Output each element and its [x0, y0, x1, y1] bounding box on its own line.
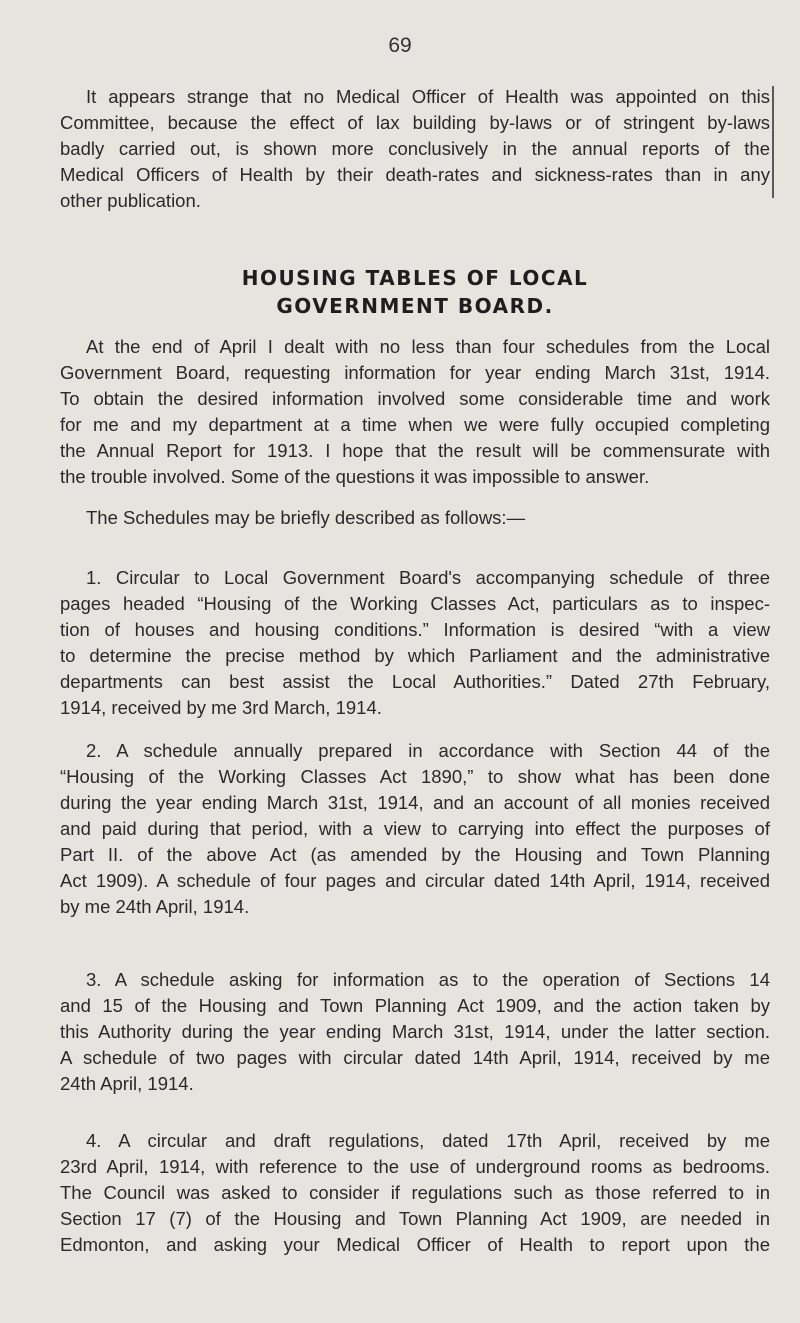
text-line: during the year ending March 31st, 1914, and an account of all monies received: [60, 792, 770, 813]
text-line: Section 17 (7) of the Housing and Town Planning Act 1909, are needed in: [60, 1208, 770, 1229]
text-line: tion of houses and housing conditions.” Information is desired “with a view: [60, 619, 770, 640]
text-line: the trouble involved. Some of the questions it was impossible to answer.: [60, 466, 650, 487]
text-line: 1914, received by me 3rd March, 1914.: [60, 697, 382, 718]
text-line: 24th April, 1914.: [60, 1073, 194, 1094]
text-line: It appears strange that no Medical Officer of Health was appointed on this: [86, 86, 770, 107]
text-line: 23rd April, 1914, with reference to the use of underground rooms as bedrooms.: [60, 1156, 770, 1177]
text-line: to determine the precise method by which Parliament and the administrative: [60, 645, 770, 666]
page-number: 69: [388, 34, 412, 57]
section-heading: [60, 264, 770, 320]
text-line: To obtain the desired information involved some considerable time and work: [60, 388, 770, 409]
list-item-2: [60, 738, 770, 920]
text-line: departments can best assist the Local Authorities.” Dated 27th February,: [60, 671, 770, 692]
text-line: and 15 of the Housing and Town Planning Act 1909, and the action taken by: [60, 995, 770, 1016]
text-line: pages headed “Housing of the Working Classes Act, particulars as to inspec-: [60, 593, 770, 614]
text-line: Part II. of the above Act (as amended by the Housing and Town Planning: [60, 844, 770, 865]
text-line: 4. A circular and draft regulations, dated 17th April, received by me: [86, 1130, 770, 1151]
intro-paragraph: [60, 84, 770, 214]
text-line: Act 1909). A schedule of four pages and circular dated 14th April, 1914, received: [60, 870, 770, 891]
text-line: Medical Officers of Health by their death-rates and sickness-rates than in any: [60, 164, 770, 185]
margin-mark: [772, 86, 774, 198]
text-line: “Housing of the Working Classes Act 1890,” to show what has been done: [60, 766, 770, 787]
text-line: 3. A schedule asking for information as to the operation of Sections 14: [86, 969, 770, 990]
text-line: badly carried out, is shown more conclusively in the annual reports of the: [60, 138, 770, 159]
paragraph-schedules-intro: [60, 334, 770, 490]
text-line: Committee, because the effect of lax building by-laws or of stringent by-laws: [60, 112, 770, 133]
text-line: A schedule of two pages with circular dated 14th April, 1914, received by me: [60, 1047, 770, 1068]
text-line: this Authority during the year ending March 31st, 1914, under the latter section.: [60, 1021, 770, 1042]
text-line: other publication.: [60, 190, 201, 211]
list-item-1: [60, 565, 770, 721]
list-item-3: [60, 967, 770, 1097]
text-line: Government Board, requesting information for year ending March 31st, 1914.: [60, 362, 770, 383]
text-line: and paid during that period, with a view to carrying into effect the purposes of: [60, 818, 770, 839]
heading-line: HOUSING TABLES OF LOCAL: [241, 266, 589, 290]
text-line: for me and my department at a time when we were fully occupied completing: [60, 414, 770, 435]
text-line: 2. A schedule annually prepared in accordance with Section 44 of the: [86, 740, 770, 761]
text-line: At the end of April I dealt with no less than four schedules from the Local: [86, 336, 770, 357]
text-line: 1. Circular to Local Government Board's accompanying schedule of three: [86, 567, 770, 588]
text-line: by me 24th April, 1914.: [60, 896, 250, 917]
text-line: The Schedules may be briefly described as follows:—: [86, 507, 526, 528]
text-line: The Council was asked to consider if regulations such as those referred to in: [60, 1182, 770, 1203]
text-line: the Annual Report for 1913. I hope that the result will be commensurate with: [60, 440, 770, 461]
list-item-4: [60, 1128, 770, 1258]
heading-line: GOVERNMENT BOARD.: [276, 294, 554, 318]
text-line: Edmonton, and asking your Medical Officer of Health to report upon the: [60, 1234, 770, 1255]
paragraph-schedules-list-intro: [60, 505, 770, 531]
